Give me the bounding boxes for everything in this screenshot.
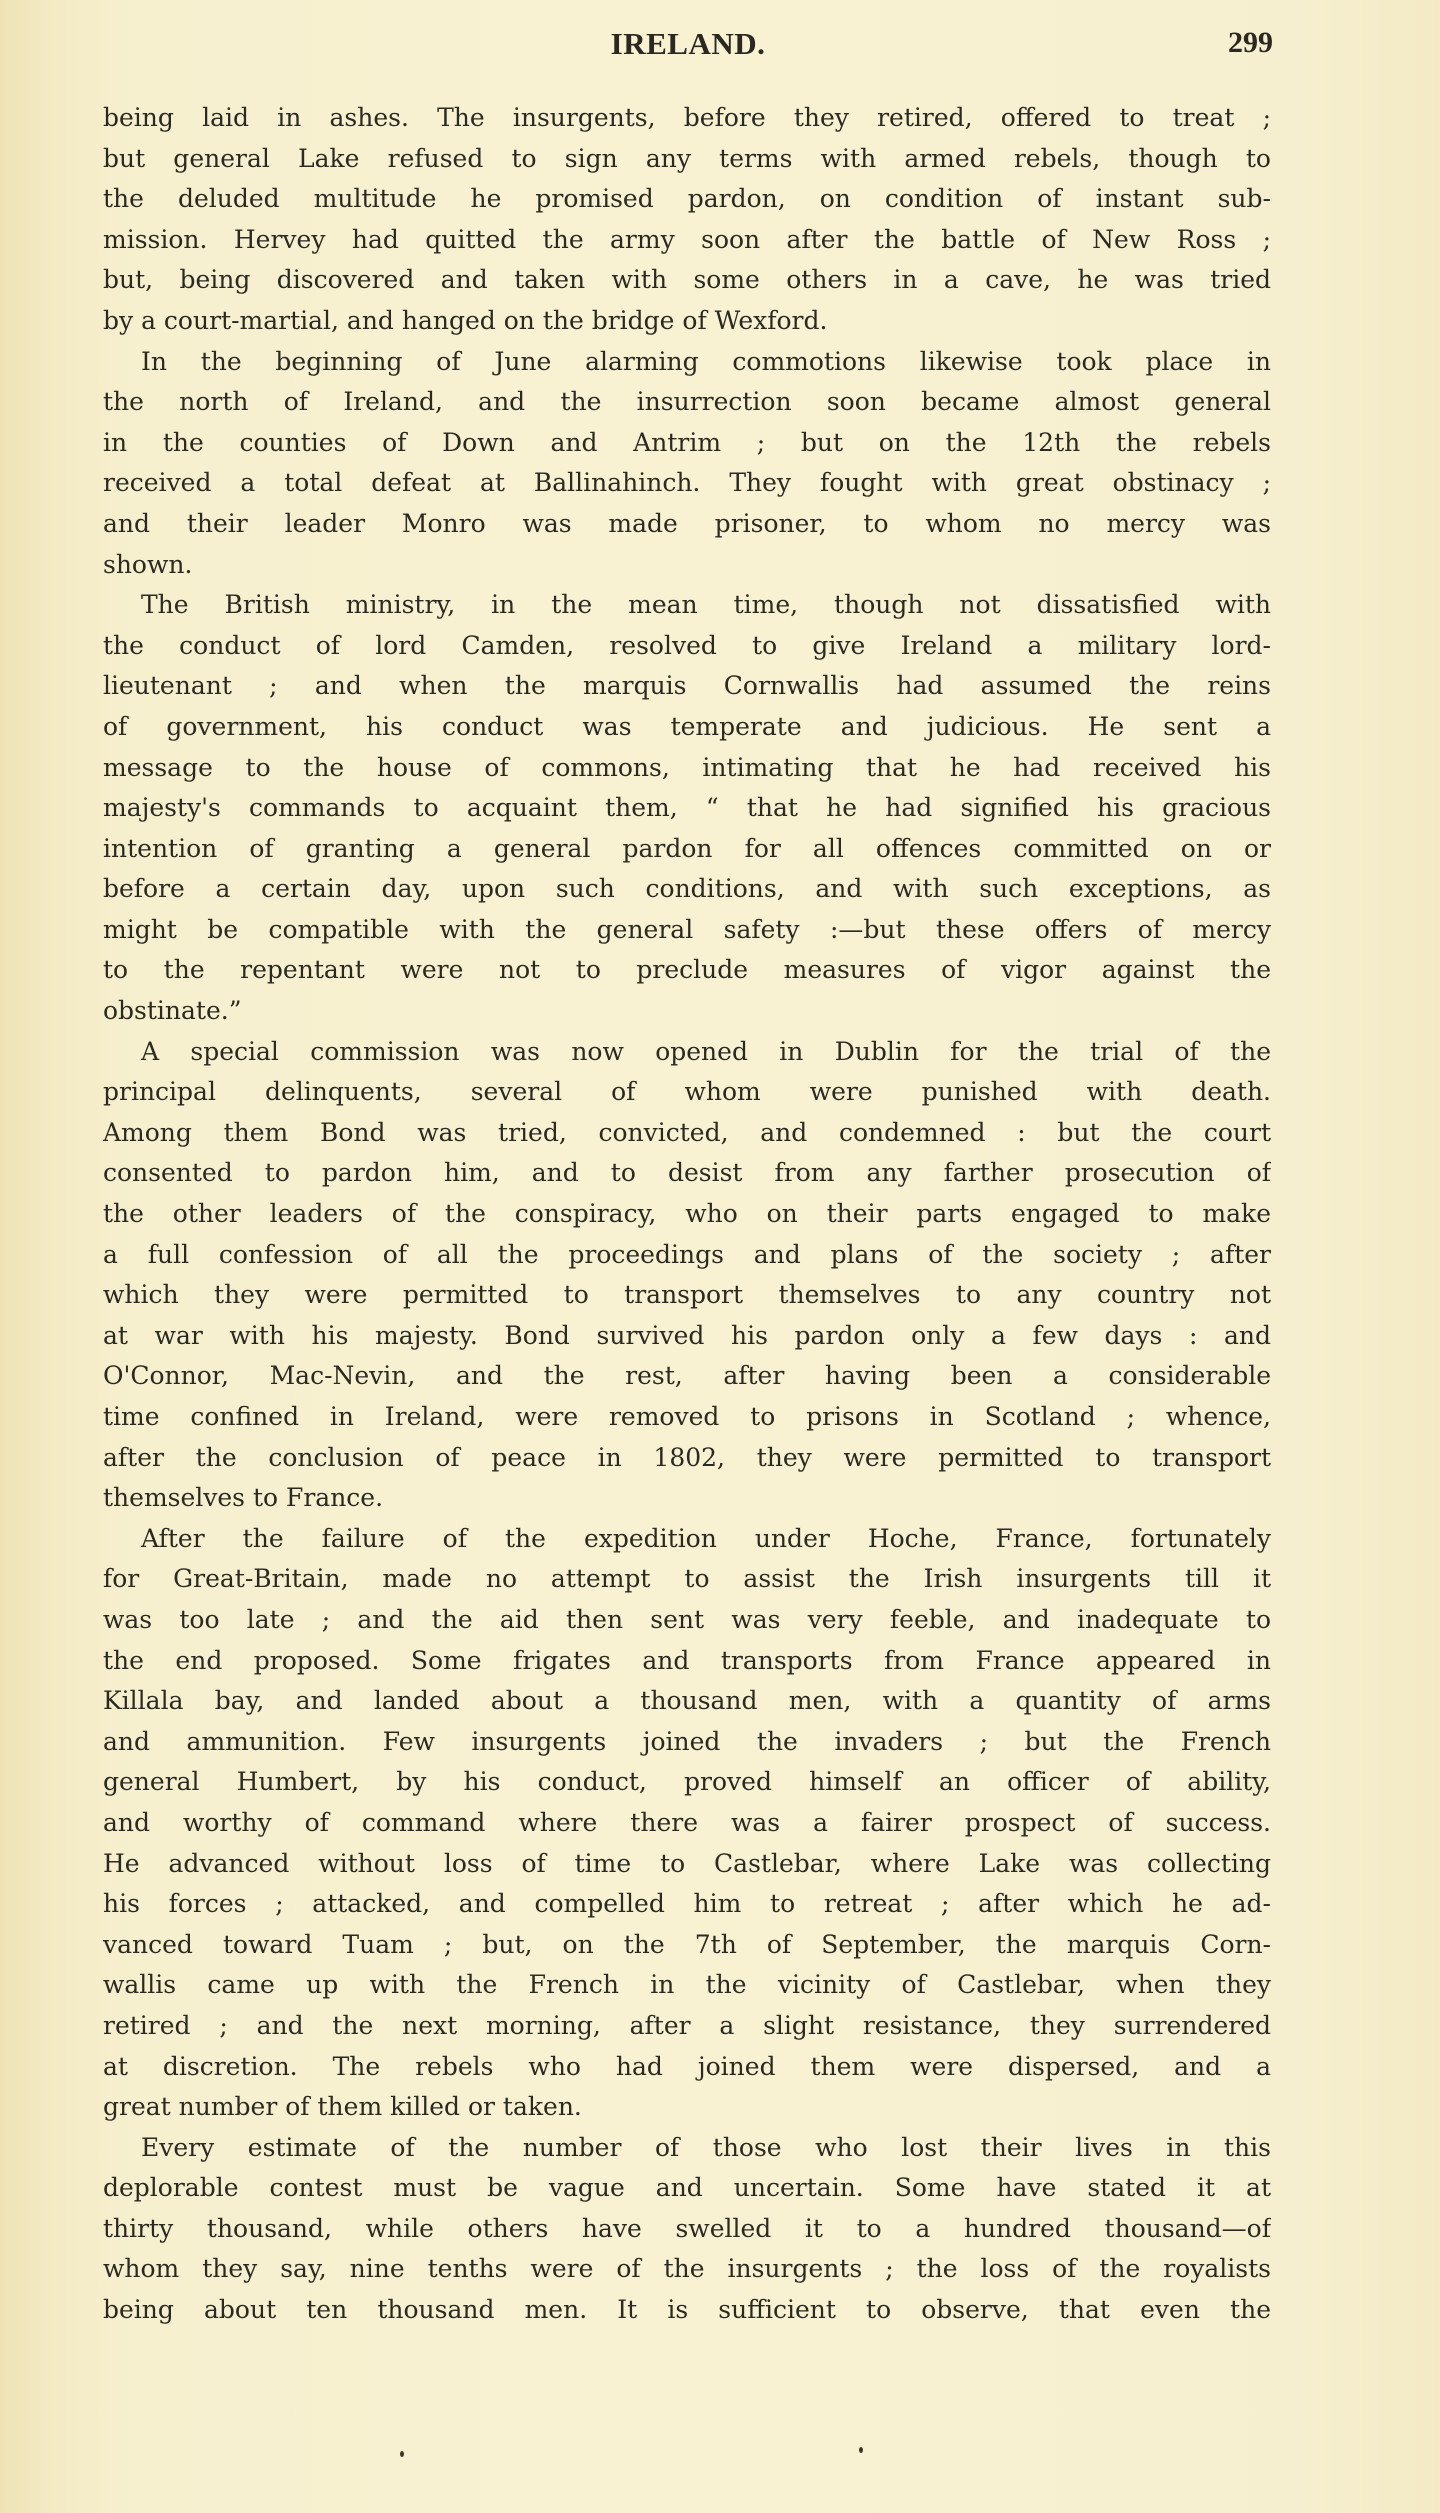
- scan-speck: [400, 2451, 404, 2457]
- text-line: the other leaders of the conspiracy, who on their parts engaged to make: [103, 1199, 1271, 1229]
- text-line: A special commission was now opened in Dublin for the trial of the: [141, 1036, 1271, 1066]
- text-line: majesty's commands to acquaint them, “ that he had signified his gracious: [103, 793, 1271, 823]
- text-line: O'Connor, Mac-Nevin, and the rest, after having been a considerable: [103, 1361, 1271, 1391]
- text-line: the end proposed. Some frigates and transports from France appeared in: [103, 1645, 1271, 1675]
- text-line: Killala bay, and landed about a thousand men, with a quantity of arms: [103, 1686, 1271, 1716]
- text-line: at war with his majesty. Bond survived his pardon only a few days : and: [103, 1320, 1271, 1350]
- text-line: great number of them killed or taken.: [103, 2092, 582, 2122]
- text-line: After the failure of the expedition under Hoche, France, fortunately: [141, 1523, 1271, 1553]
- text-line: by a court-martial, and hanged on the bridge of Wexford.: [103, 305, 828, 335]
- paragraph: [103, 1032, 1271, 1519]
- text-line: general Humbert, by his conduct, proved himself an officer of ability,: [103, 1767, 1271, 1797]
- text-line: the deluded multitude he promised pardon, on condition of instant sub-: [103, 184, 1271, 214]
- text-line: intention of granting a general pardon for all offences committed on or: [103, 833, 1271, 863]
- text-line: time confined in Ireland, were removed to prisons in Scotland ; whence,: [103, 1402, 1271, 1431]
- text-line: and worthy of command where there was a fairer prospect of success.: [103, 1807, 1271, 1837]
- text-line: vanced toward Tuam ; but, on the 7th of September, the marquis Corn-: [103, 1929, 1271, 1959]
- text-line: of government, his conduct was temperate and judicious. He sent a: [103, 711, 1271, 741]
- text-line: principal delinquents, several of whom were punished with death.: [103, 1077, 1271, 1107]
- text-line: In the beginning of June alarming commotions likewise took place in: [141, 346, 1271, 376]
- text-line: obstinate.”: [103, 996, 242, 1026]
- text-line: and their leader Monro was made prisoner, to whom no mercy was: [103, 508, 1271, 538]
- text-line: lieutenant ; and when the marquis Cornwallis had assumed the reins: [103, 671, 1271, 701]
- text-line: a full confession of all the proceedings and plans of the society ; after: [103, 1239, 1271, 1269]
- text-line: but general Lake refused to sign any terms with armed rebels, though to: [103, 143, 1271, 173]
- text-line: before a certain day, upon such conditions, and with such exceptions, as: [103, 874, 1271, 904]
- text-line: wallis came up with the French in the vicinity of Castlebar, when they: [103, 1970, 1271, 2000]
- text-line: Every estimate of the number of those who lost their lives in this: [141, 2132, 1271, 2162]
- text-line: which they were permitted to transport themselves to any country not: [103, 1280, 1271, 1310]
- text-line: to the repentant were not to preclude measures of vigor against the: [103, 955, 1271, 985]
- text-line: might be compatible with the general safety :—but these offers of mercy: [103, 914, 1271, 944]
- text-line: shown.: [103, 549, 193, 579]
- body-text: [103, 98, 1271, 2331]
- page-number: 299: [1228, 26, 1273, 59]
- text-line: message to the house of commons, intimating that he had received his: [103, 752, 1271, 782]
- text-line: the north of Ireland, and the insurrection soon became almost general: [103, 387, 1271, 417]
- paragraph: [103, 98, 1271, 342]
- text-line: after the conclusion of peace in 1802, they were permitted to transport: [103, 1442, 1271, 1472]
- text-line: themselves to France.: [103, 1483, 384, 1513]
- text-line: being about ten thousand men. It is sufficient to observe, that even the: [103, 2295, 1271, 2325]
- text-line: his forces ; attacked, and compelled him to retreat ; after which he ad-: [103, 1889, 1271, 1919]
- text-line: consented to pardon him, and to desist from any farther prosecution of: [103, 1158, 1271, 1188]
- text-line: was too late ; and the aid then sent was very feeble, and inadequate to: [103, 1604, 1271, 1634]
- paragraph: [103, 2128, 1271, 2331]
- text-line: Among them Bond was tried, convicted, and condemned : but the court: [103, 1117, 1271, 1147]
- text-line: received a total defeat at Ballinahinch. They fought with great obstinacy ;: [103, 468, 1271, 498]
- text-line: mission. Hervey had quitted the army soon after the battle of New Ross ;: [103, 224, 1271, 254]
- text-line: The British ministry, in the mean time, though not dissatisfied with: [141, 590, 1271, 620]
- text-line: deplorable contest must be vague and uncertain. Some have stated it at: [103, 2173, 1271, 2203]
- text-line: at discretion. The rebels who had joined them were dispersed, and a: [103, 2051, 1271, 2081]
- text-line: in the counties of Down and Antrim ; but on the 12th the rebels: [103, 427, 1271, 457]
- paragraph: [103, 585, 1271, 1032]
- text-line: and ammunition. Few insurgents joined the invaders ; but the French: [103, 1726, 1271, 1756]
- text-line: thirty thousand, while others have swelled it to a hundred thousand—of: [103, 2213, 1271, 2243]
- text-line: but, being discovered and taken with some others in a cave, he was tried: [103, 265, 1271, 295]
- paragraph: [103, 1519, 1271, 2128]
- text-line: being laid in ashes. The insurgents, before they retired, offered to treat ;: [103, 103, 1271, 132]
- text-line: for Great-Britain, made no attempt to assist the Irish insurgents till it: [103, 1564, 1271, 1594]
- scan-speck: [859, 2447, 863, 2453]
- running-title: IRELAND.: [610, 26, 766, 61]
- paragraph: [103, 342, 1271, 586]
- text-line: retired ; and the next morning, after a slight resistance, they surrendered: [103, 2010, 1271, 2040]
- running-head: [103, 26, 1273, 66]
- text-line: He advanced without loss of time to Castlebar, where Lake was collecting: [103, 1848, 1271, 1878]
- text-line: the conduct of lord Camden, resolved to give Ireland a military lord-: [103, 630, 1271, 660]
- text-line: whom they say, nine tenths were of the insurgents ; the loss of the royalists: [103, 2254, 1271, 2284]
